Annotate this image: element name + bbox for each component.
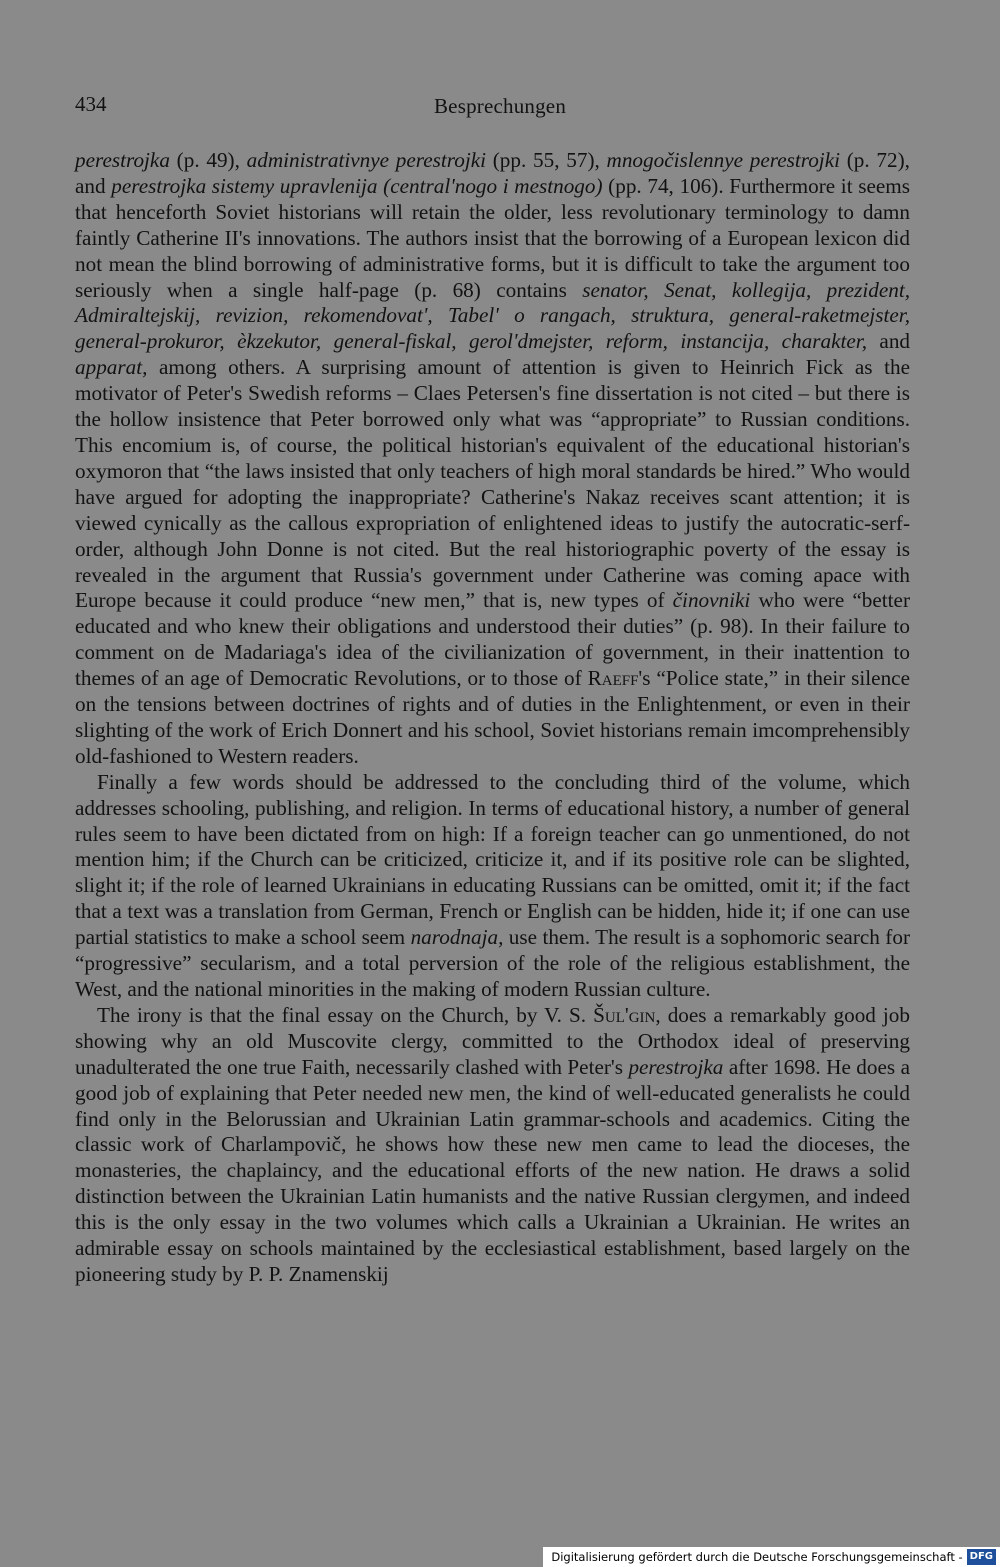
dfg-logo-icon: DFG (967, 1549, 996, 1565)
italic-term: mnogočislennye perestrojki (606, 148, 840, 172)
italic-term: činovniki (672, 588, 751, 613)
italic-term: perestrojka sistemy upravlenija (central'nogo i mestnogo) (111, 173, 603, 198)
paragraph-3: The irony is that the final essay on the Church, by V. S. Šul'gin, does a remarkably good job showing why an old Muscovite clergy, committed to the Orthodox ideal of preserving unadulterated the one true Faith, necessarily clashed with Peter's perestrojka after 1698. He does a good job of explaining that Peter needed new men, the kind of well-educated generalists he could find only in the Belorussian and Ukrainian Latin grammar-schools and academics. Citing the classic work of Charlampovič, he shows how these new men came to lead the dioceses, the monasteries, the chaplaincy, and the educational efforts of the new nation. He draws a solid distinction between the Ukrainian Latin humanists and the native Russian clergymen, and indeed this is the only essay in the two volumes which calls a Ukrainian a Ukrainian. He writes an admirable essay on schools maintained by the ecclesiastical establishment, based largely on the pioneering study by P. P. Znamenskij (75, 1002, 910, 1286)
author-name: Raeff (587, 666, 639, 691)
italic-term: apparat, (75, 355, 148, 380)
italic-term: perestrojka (628, 1054, 724, 1079)
footer-credit: Digitalisierung gefördert durch die Deutsche Forschungsgemeinschaft - (551, 1550, 963, 1564)
italic-term: senator, Senat, kollegija, prezident, Admiraltejskij, revizion, rekomendovat', Tabel' o rangach, struktura, general-raketmejster, general-prokuror, èkzekutor, general-fiskal, gerol'dmejster, reform, instancija, charakter, (75, 277, 910, 354)
page-number: 434 (75, 92, 107, 116)
footer-bar (543, 1547, 1000, 1567)
paragraph-2: Finally a few words should be addressed to the concluding third of the volume, which addresses schooling, publishing, and religion. In terms of educational history, a number of general rules seem to have been dictated from on high: If a foreign teacher can go unmentioned, do not mention him; if the Church can be criticized, criticize it, and if its positive role can be slighted, slight it; if the role of learned Ukrainians in educating Russians can be omitted, omit it; if the fact that a text was a translation from German, French or English can be hidden, hide it; if one can use partial statistics to make a school seem narodnaja, use them. The result is a sophomoric search for “progressive” secularism, and a total perversion of the role of the religious establishment, the West, and the national minorities in the making of modern Russian culture. (75, 769, 910, 1001)
paragraph-1: perestrojka (p. 49), administrativnye perestrojki (pp. 55, 57), mnogočislennye perestrojki (p. 72), and perestrojka sistemy upravlenija (central'nogo i mestnogo) (pp. 74, 106). Furthermore it seems that henceforth Soviet historians will retain the older, less revolutionary terminology to damn faintly Catherine II's innovations. The authors insist that the borrowing of a European lexicon did not mean the blind borrowing of administrative forms, but it is difficult to take the argument too seriously when a single half-page (p. 68) contains senator, Senat, kollegija, prezident, Admiraltejskij, revizion, rekomendovat', Tabel' o rangach, struktura, general-raketmejster, general-prokuror, èkzekutor, general-fiskal, gerol'dmejster, reform, instancija, charakter, and apparat, among others. A surprising amount of attention is given to Heinrich Fick as the motivator of Peter's Swedish reforms – Claes Petersen's fine dissertation is not cited – but there is the hollow insistence that Peter borrowed only what was “appropriate” to Russian conditions. This encomium is, of course, the political historian's equivalent of the educational historian's oxymoron that “the laws insisted that only teachers of high moral standards be hired.” Who would have argued for adopting the inappropriate? Catherine's Nakaz receives scant attention; it is viewed cynically as the callous expropriation of enlightened ideas to justify the autocratic-serf-order, although John Donne is not cited. But the real historiographic poverty of the essay is revealed in the argument that Russia's government under Catherine was coming apace with Europe because it could produce “new men,” that is, new types of činovniki who were “better educated and who knew their obligations and understood their duties” (p. 98). In their failure to comment on de Madariaga's idea of the civilianization of government, in their inattention to themes of an age of Democratic Revolutions, or to those of Raeff's “Police state,” in their silence on the tensions between doctrines of rights and of duties in the Enlightenment, or even in their slighting of the work of Erich Donnert and his school, Soviet historians remain imcomprehensibly old-fashioned to Western readers. (75, 148, 911, 768)
italic-term: perestrojka (75, 148, 170, 172)
body-text (75, 148, 910, 1288)
author-name: Šul'gin (593, 1002, 656, 1027)
italic-term: administrativnye perestrojki (246, 148, 487, 172)
italic-term: narodnaja, (410, 925, 504, 950)
running-head: Besprechungen (433, 94, 567, 118)
